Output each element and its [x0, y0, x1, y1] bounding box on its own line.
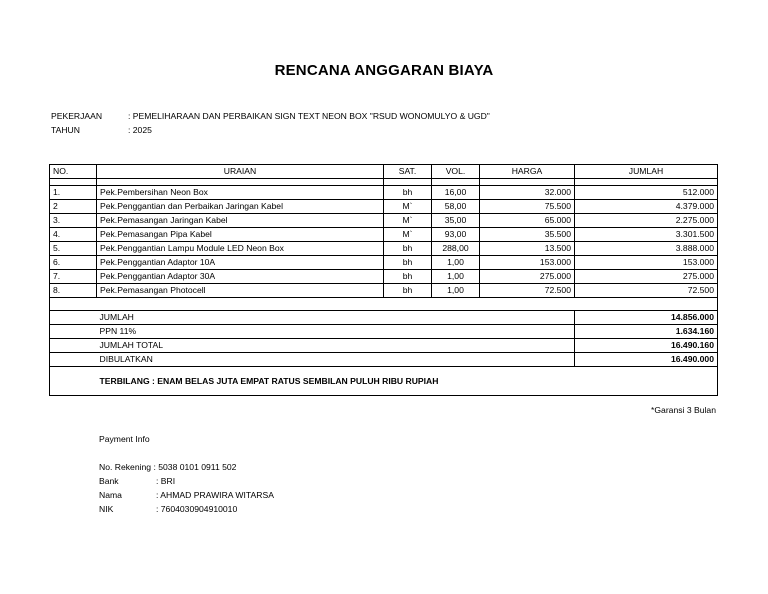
cell-uraian: Pek.Pemasangan Photocell — [97, 284, 384, 298]
cell-vol: 1,00 — [432, 256, 480, 270]
cell-sat: M` — [384, 214, 432, 228]
pekerjaan-value: : PEMELIHARAAN DAN PERBAIKAN SIGN TEXT NEON BOX "RSUD WONOMULYO & UGD" — [128, 111, 490, 121]
cell-sat: bh — [384, 242, 432, 256]
cell-no: 8. — [50, 284, 97, 298]
nik-value: : 7604030904910010 — [156, 504, 238, 514]
cell-no: 3. — [50, 214, 97, 228]
cell-sat: bh — [384, 256, 432, 270]
cell-harga: 65.000 — [480, 214, 575, 228]
bank-row — [99, 476, 176, 486]
garansi-note: *Garansi 3 Bulan — [651, 405, 716, 415]
cell-jumlah: 72.500 — [575, 284, 718, 298]
cell-uraian: Pek.Penggantian Lampu Module LED Neon Box — [97, 242, 384, 256]
tahun-value: : 2025 — [128, 125, 152, 135]
table-row — [50, 200, 718, 214]
document-title: RENCANA ANGGARAN BIAYA — [274, 62, 494, 79]
bank-label: Bank — [99, 476, 119, 486]
cell-uraian: Pek.Pemasangan Jaringan Kabel — [97, 214, 384, 228]
summary-row — [50, 353, 718, 367]
cell-no: 1. — [50, 186, 97, 200]
header-no: NO. — [50, 165, 97, 179]
tahun-label: TAHUN — [51, 125, 80, 135]
header-harga: HARGA — [480, 165, 575, 179]
cell-jumlah: 3.888.000 — [575, 242, 718, 256]
cell-vol: 93,00 — [432, 228, 480, 242]
cell-sat: bh — [384, 284, 432, 298]
summary-label: JUMLAH — [97, 311, 575, 325]
cell-jumlah: 3.301.500 — [575, 228, 718, 242]
table-header-row — [50, 165, 718, 179]
spacer-row — [50, 179, 718, 186]
cell-uraian: Pek.Penggantian Adaptor 30A — [97, 270, 384, 284]
cell-sat: bh — [384, 270, 432, 284]
cell-jumlah: 4.379.000 — [575, 200, 718, 214]
table-row — [50, 228, 718, 242]
nama-row — [99, 490, 274, 500]
cell-vol: 58,00 — [432, 200, 480, 214]
nik-label: NIK — [99, 504, 114, 514]
cell-no: 5. — [50, 242, 97, 256]
table-row — [50, 270, 718, 284]
summary-row — [50, 311, 718, 325]
summary-value: 1.634.160 — [575, 325, 718, 339]
table-row — [50, 214, 718, 228]
nama-value: : AHMAD PRAWIRA WITARSA — [156, 490, 274, 500]
cell-uraian: Pek.Penggantian Adaptor 10A — [97, 256, 384, 270]
cell-no: 2 — [50, 200, 97, 214]
table-row — [50, 242, 718, 256]
table-row — [50, 256, 718, 270]
cell-harga: 13.500 — [480, 242, 575, 256]
rekening-row: No. Rekening : 5038 0101 0911 502 — [99, 462, 237, 472]
summary-value: 14.856.000 — [575, 311, 718, 325]
cell-jumlah: 512.000 — [575, 186, 718, 200]
nik-row — [99, 504, 238, 514]
cell-sat: bh — [384, 186, 432, 200]
cell-vol: 35,00 — [432, 214, 480, 228]
cell-no: 4. — [50, 228, 97, 242]
cell-jumlah: 153.000 — [575, 256, 718, 270]
header-sat: SAT. — [384, 165, 432, 179]
table-row — [50, 186, 718, 200]
cell-harga: 72.500 — [480, 284, 575, 298]
summary-value: 16.490.160 — [575, 339, 718, 353]
cell-uraian: Pek.Pembersihan Neon Box — [97, 186, 384, 200]
header-jumlah: JUMLAH — [575, 165, 718, 179]
cell-vol: 1,00 — [432, 284, 480, 298]
budget-table — [49, 164, 718, 396]
terbilang-row — [50, 367, 718, 396]
header-uraian: URAIAN — [97, 165, 384, 179]
cell-vol: 1,00 — [432, 270, 480, 284]
cell-no: 6. — [50, 256, 97, 270]
nama-label: Nama — [99, 490, 122, 500]
cell-harga: 35.500 — [480, 228, 575, 242]
cell-vol: 16,00 — [432, 186, 480, 200]
summary-label: DIBULATKAN — [97, 353, 575, 367]
header-vol: VOL. — [432, 165, 480, 179]
cell-harga: 153.000 — [480, 256, 575, 270]
terbilang-text: TERBILANG : ENAM BELAS JUTA EMPAT RATUS SEMBILAN PULUH RIBU RUPIAH — [97, 367, 718, 396]
summary-value: 16.490.000 — [575, 353, 718, 367]
cell-no: 7. — [50, 270, 97, 284]
summary-label: JUMLAH TOTAL — [97, 339, 575, 353]
cell-harga: 32.000 — [480, 186, 575, 200]
pekerjaan-label: PEKERJAAN — [51, 111, 103, 121]
summary-row — [50, 325, 718, 339]
bank-value: : BRI — [156, 476, 176, 486]
summary-row — [50, 339, 718, 353]
table-row — [50, 284, 718, 298]
cell-uraian: Pek.Pemasangan Pipa Kabel — [97, 228, 384, 242]
cell-sat: M` — [384, 200, 432, 214]
cell-jumlah: 275.000 — [575, 270, 718, 284]
cell-jumlah: 2.275.000 — [575, 214, 718, 228]
cell-vol: 288,00 — [432, 242, 480, 256]
cell-uraian: Pek.Penggantian dan Perbaikan Jaringan Kabel — [97, 200, 384, 214]
cell-harga: 275.000 — [480, 270, 575, 284]
spacer-row — [50, 298, 718, 311]
cell-harga: 75.500 — [480, 200, 575, 214]
payment-info-title: Payment Info — [99, 434, 150, 444]
summary-label: PPN 11% — [97, 325, 575, 339]
cell-sat: M` — [384, 228, 432, 242]
